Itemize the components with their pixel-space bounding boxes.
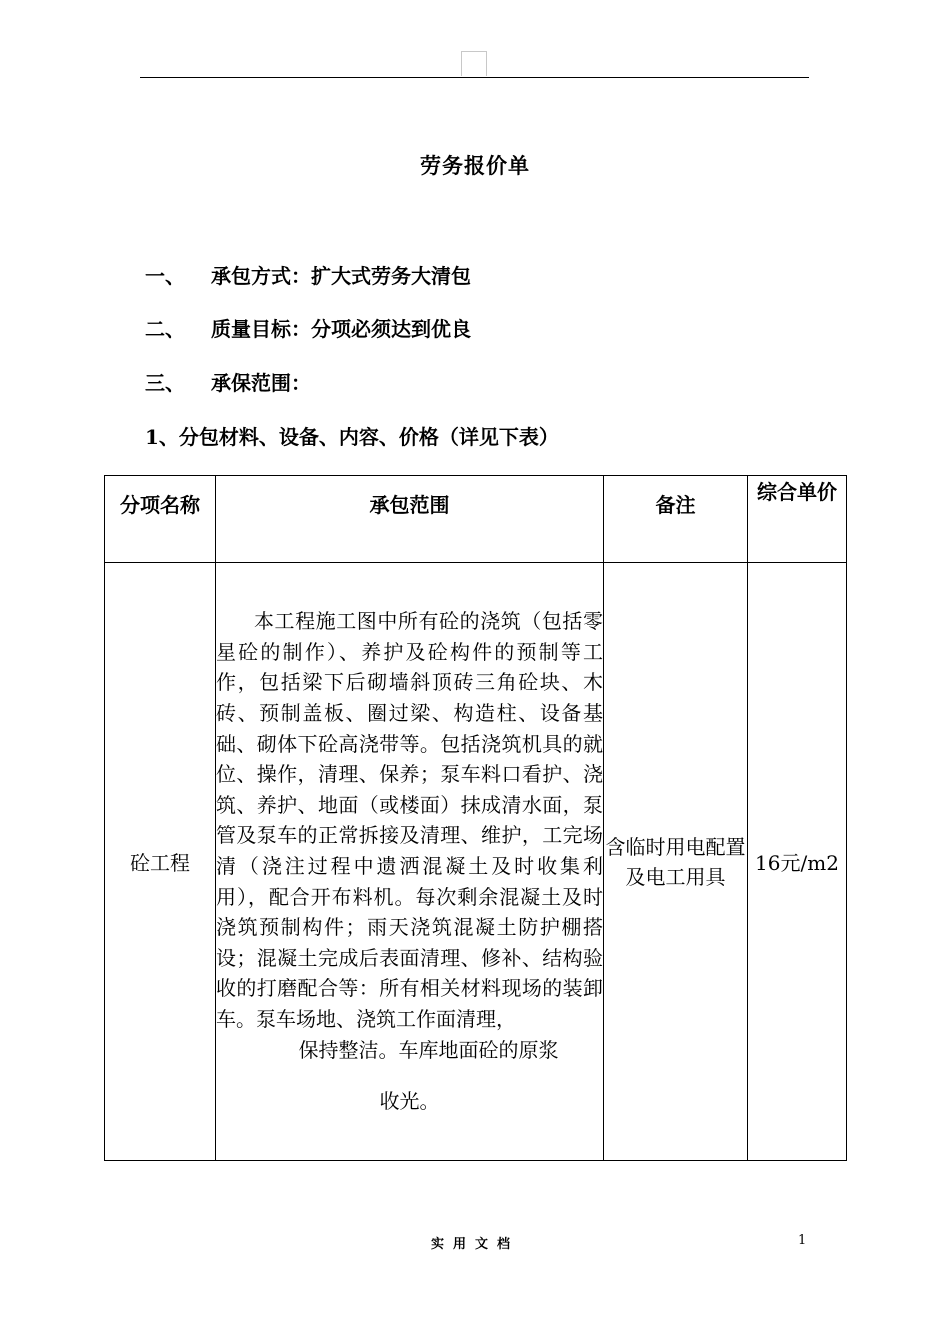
cell-scope <box>216 563 604 1161</box>
section-text: 质量目标：分项必须达到优良 <box>211 317 471 341</box>
section-number: 一、 <box>145 264 185 288</box>
section-contract-method <box>145 260 471 289</box>
scope-paragraph: 本工程施工图中所有砼的浇筑（包括零星砼的制作）、养护及砼构件的预制等工作，包括梁下后砌墙斜顶砖三角砼块、木砖、预制盖板、圈过梁、构造柱、设备基础、砌体下砼高浇带等。包括浇筑机具的就位、操作，清理、保养；泵车料口看护、浇筑、养护、地面（或楼面）抹成清水面，泵管及泵车的正常拆接及清理、维护，工完场清（浇注过程中遗洒混凝土及时收集利用），配合开布料机。每次剩余混凝土及时浇筑预制构件；雨天浇筑混凝土防护棚搭设；混凝土完成后表面清理、修补、结构验收的打磨配合等：所有相关材料现场的装卸车。泵车场地、浇筑工作面清理， <box>216 609 603 1031</box>
cell-unit-price: 16元/m2 <box>748 563 847 1161</box>
page-number: 1 <box>798 1233 807 1248</box>
table-row <box>105 563 847 1161</box>
section-text: 承保范围： <box>211 371 311 395</box>
section-number: 三、 <box>145 371 185 395</box>
footer-label: 实用文档 <box>430 1237 519 1252</box>
scope-paragraph: 收光。 <box>379 1089 440 1114</box>
subheading: 1、分包材料、设备、内容、价格（详见下表） <box>145 425 559 449</box>
quote-table <box>104 475 847 1161</box>
section-text: 承包方式：扩大式劳务大清包 <box>211 264 471 288</box>
header-unit-price: 综合单价 <box>748 476 847 563</box>
section-quality-target <box>145 313 471 342</box>
header-scope: 承包范围 <box>216 476 604 563</box>
header-placeholder-box <box>461 51 487 76</box>
document-title: 劳务报价单 <box>420 153 530 178</box>
scope-paragraph: 保持整洁。车库地面砼的原浆 <box>298 1037 559 1062</box>
cell-note: 含临时用电配置及电工用具 <box>604 563 748 1161</box>
section-scope <box>145 367 311 396</box>
section-number: 二、 <box>145 317 185 341</box>
header-rule <box>140 77 809 78</box>
cell-item-name: 砼工程 <box>105 563 216 1161</box>
table-header-row <box>105 476 847 563</box>
header-note: 备注 <box>604 476 748 563</box>
header-item-name: 分项名称 <box>105 476 216 563</box>
